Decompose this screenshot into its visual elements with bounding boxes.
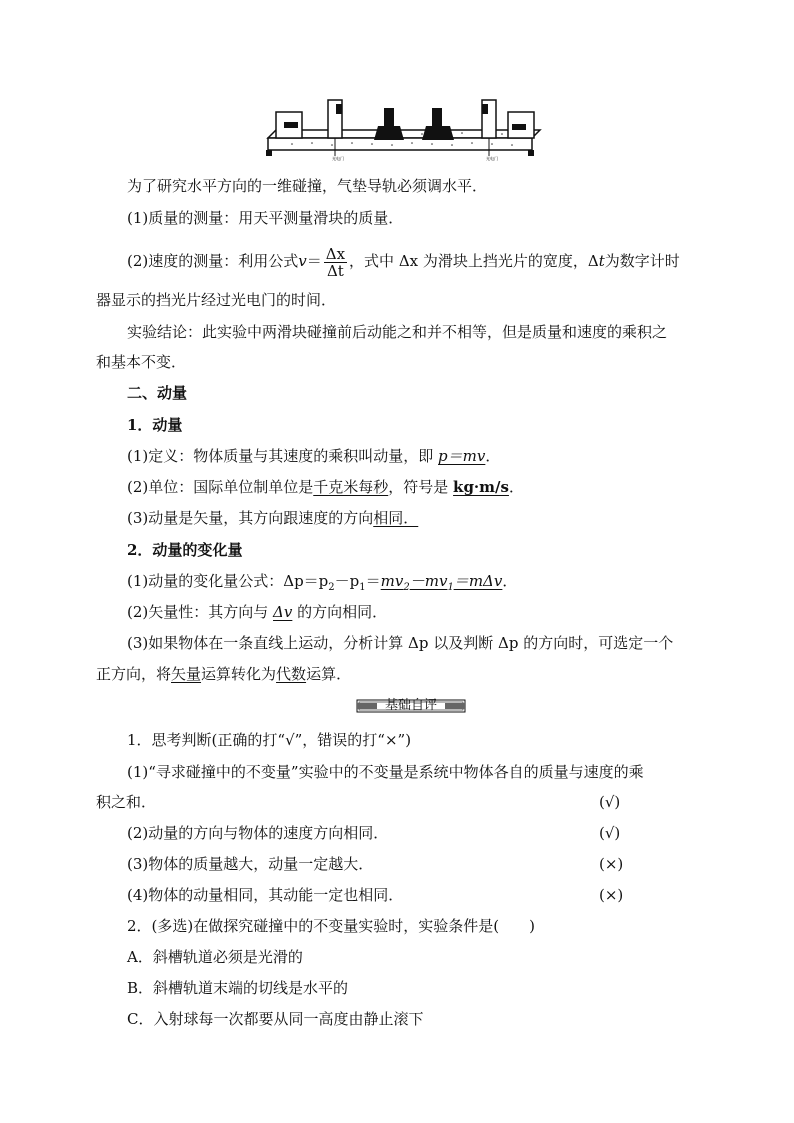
straight-line-2: 正方向，将矢量运算转化为代数运算． [96, 665, 352, 683]
q1-item-4-mark: (×) [599, 886, 624, 904]
question-1-title: 1．思考判断(正确的打“√”，错误的打“×”) [127, 731, 412, 749]
speed-measure-line2: 器显示的挡光片经过光电门的时间． [96, 291, 337, 309]
q2-option-c: C．入射球每一次都要从同一高度由静止滚下 [127, 1010, 424, 1028]
q1-item-3: (3)物体的质量越大，动量一定越大． [127, 855, 374, 873]
section-banner [356, 697, 466, 715]
velocity-fraction: $\frac{\Delta x}{\Delta t}$ [325, 244, 346, 280]
air-track-figure [262, 96, 546, 162]
q1-item-1-mark: (√) [599, 793, 621, 811]
mass-measure: (1)质量的测量：用天平测量滑块的质量． [127, 209, 404, 227]
section-heading: 二、动量 [127, 384, 188, 402]
photogate-label-left: 光电门 [332, 156, 344, 161]
question-2-title: 2．(多选)在做探究碰撞中的不变量实验时，实验条件是( ) [127, 917, 535, 935]
straight-line-1: (3)如果物体在一条直线上运动，分析计算 Δp 以及判断 Δp 的方向时，可选定一个 [127, 634, 674, 652]
subheading-momentum: 1．动量 [127, 416, 183, 434]
unit-symbol: kg·m/s [453, 478, 509, 496]
q1-item-4: (4)物体的动量相同，其动能一定也相同． [127, 886, 404, 904]
q1-item-2-mark: (√) [599, 824, 621, 842]
banner-title: 基础自评 [384, 698, 437, 713]
vector-property: (2)矢量性：其方向与 Δv 的方向相同． [127, 603, 388, 621]
q1-item-1-line1: (1)“寻求碰撞中的不变量”实验中的不变量是系统中物体各自的质量与速度的乘 [127, 763, 644, 781]
intro-text: 为了研究水平方向的一维碰撞，气垫导轨必须调水平． [127, 177, 488, 195]
subheading-change: 2．动量的变化量 [127, 541, 243, 559]
momentum-definition: (1)定义：物体质量与其速度的乘积叫动量，即 p＝mv． [127, 447, 501, 465]
change-formula: (1)动量的变化量公式：$\Delta p=p_2-p_1=mv_2-mv_1=m\Delta v$． [127, 572, 518, 593]
unit-name: 千克米每秒 [313, 478, 389, 496]
q2-option-b: B．斜槽轨道末端的切线是水平的 [127, 979, 349, 997]
momentum-unit: (2)单位：国际单位制单位是千克米每秒，符号是 kg·m/s． [127, 478, 524, 496]
conclusion-line2: 和基本不变． [96, 353, 187, 371]
q2-option-a: A．斜槽轨道必须是光滑的 [127, 948, 303, 966]
conclusion-line1: 实验结论：此实验中两滑块碰撞前后动能之和并不相等，但是质量和速度的乘积之 [127, 323, 668, 341]
q1-item-2: (2)动量的方向与物体的速度方向相同． [127, 824, 389, 842]
speed-measure: (2)速度的测量：利用公式v＝ $\frac{\Delta x}{\Delta t}$ ，式中 Δx 为滑块上挡光片的宽度，Δt为数字计时 [127, 244, 680, 280]
momentum-vector: (3)动量是矢量，其方向跟速度的方向相同． [127, 509, 419, 527]
photogate-label-right: 光电门 [486, 156, 498, 161]
q1-item-1-line2: 积之和． [96, 793, 157, 811]
momentum-formula: p＝mv [438, 447, 486, 465]
q1-item-3-mark: (×) [599, 855, 624, 873]
